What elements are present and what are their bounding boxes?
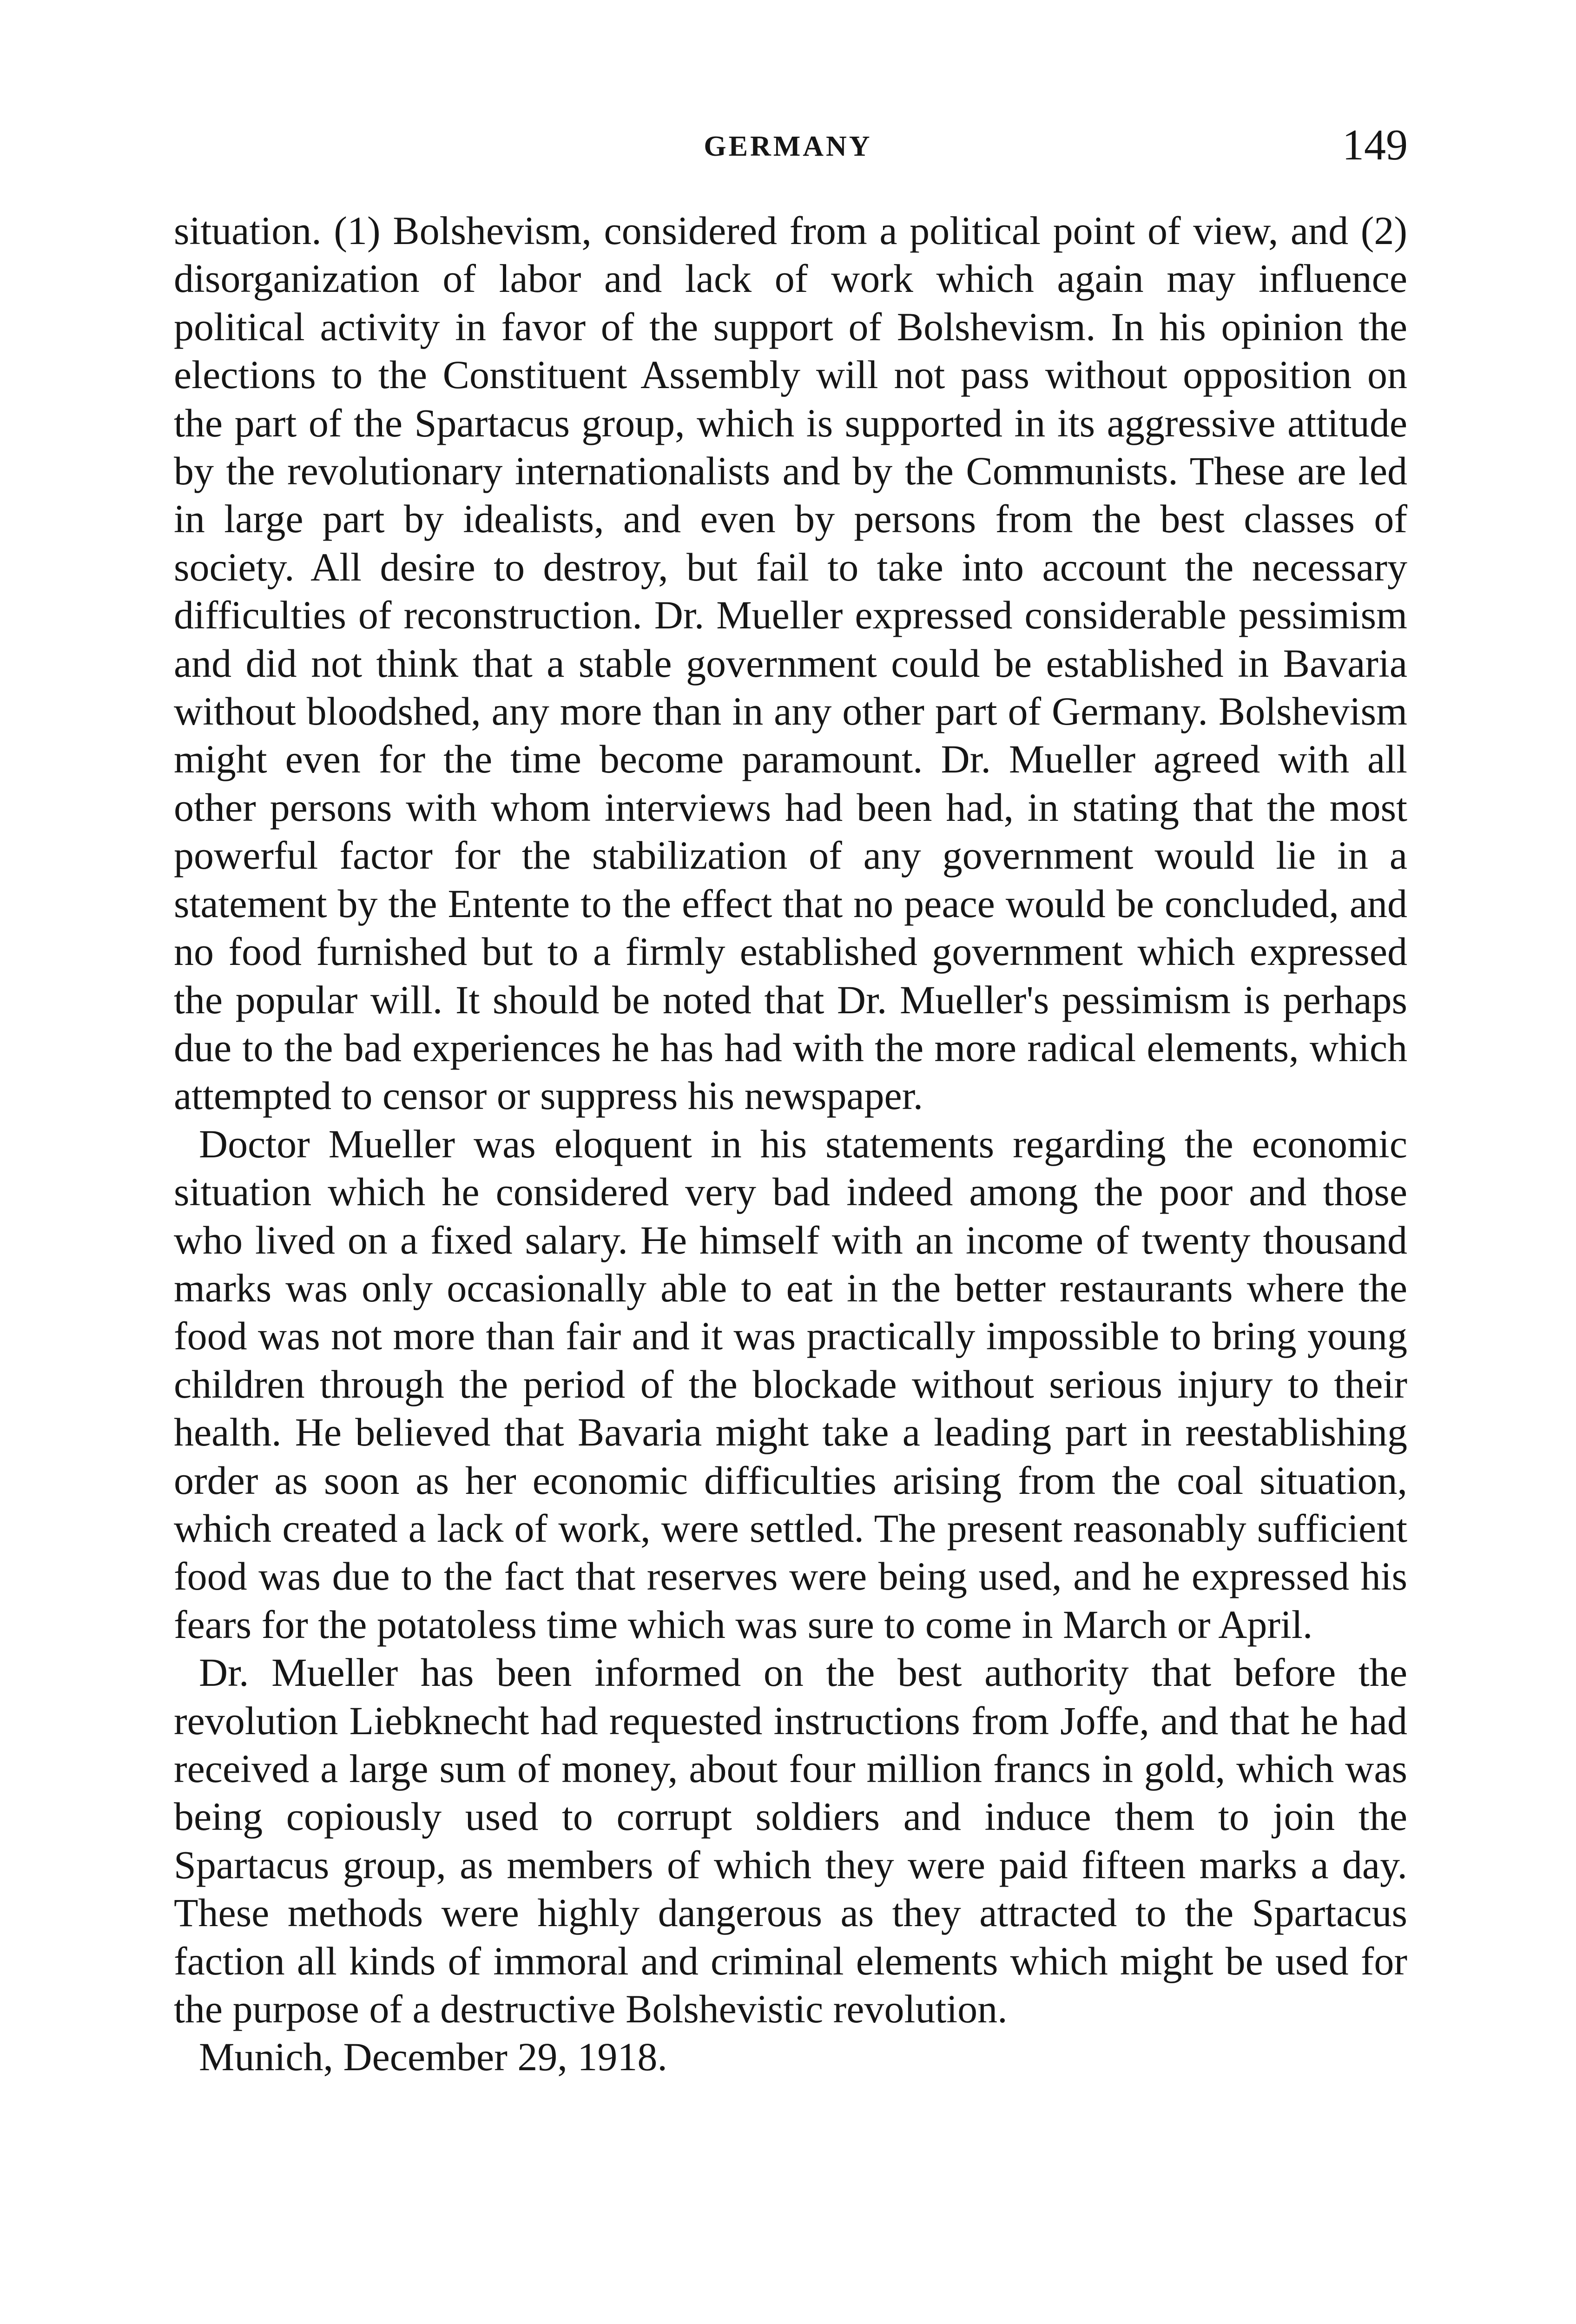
page-body [174,207,1407,2081]
paragraph-liebknecht-funding: Dr. Mueller has been informed on the best authority that before the revolution Liebknecht had requested instructions from Joffe, and that he had received a large sum of money, about four million francs in gold, which was being copiously used to corrupt soldiers and induce them to join the Spartacus group, as members of which they were paid fifteen marks a day. These methods were highly dangerous as they attracted to the Spartacus faction all kinds of immoral and criminal elements which might be used for the purpose of a destructive Bolshevistic revolution. [174,1650,1407,2032]
paragraph-economic-situation: Doctor Mueller was eloquent in his statements regarding the economic situation which he considered very bad indeed among the poor and those who lived on a fixed salary. He himself with an income of twenty thousand marks was only occasionally able to eat in the better restaurants where the food was not more than fair and it was practically impossible to bring young children through the period of the blockade without serious injury to their health. He believed that Bavaria might take a leading part in reestablishing order as soon as her economic difficulties arising from the coal situation, which created a lack of work, were settled. The present reasonably sufficient food was due to the fact that reserves were being used, and he expressed his fears for the potatoless time which was sure to come in March or April. [174,1121,1407,1647]
page-header [0,120,1576,169]
paragraph-continuation: situation. (1) Bolshevism, considered from a political point of view, and (2) disorganization of labor and lack of work which again may influence political activity in favor of the support of Bolshevism. In his opinion the elections to the Constituent Assembly will not pass without opposition on the part of the Spartacus group, which is supported in its aggressive attitude by the revolutionary internationalists and by the Communists. These are led in large part by idealists, and even by persons from the best classes of society. All desire to destroy, but fail to take into account the necessary difficulties of reconstruction. Dr. Mueller expressed considerable pessimism and did not think that a stable government could be established in Bavaria without bloodshed, any more than in any other part of Germany. Bolshevism might even for the time become paramount. Dr. Mueller agreed with all other persons with whom interviews had been had, in stating that the most powerful factor for the stabilization of any government would lie in a statement by the Entente to the effect that no peace would be concluded, and no food furnished but to a firmly established government which expressed the popular will. It should be noted that Dr. Mueller's pessimism is perhaps due to the bad experiences he has had with the more radical elements, which attempted to censor or suppress his newspaper. [174,208,1407,1118]
running-head: GERMANY [704,131,872,162]
dateline: Munich, December 29, 1918. [199,2034,667,2080]
page-number: 149 [1342,121,1408,169]
